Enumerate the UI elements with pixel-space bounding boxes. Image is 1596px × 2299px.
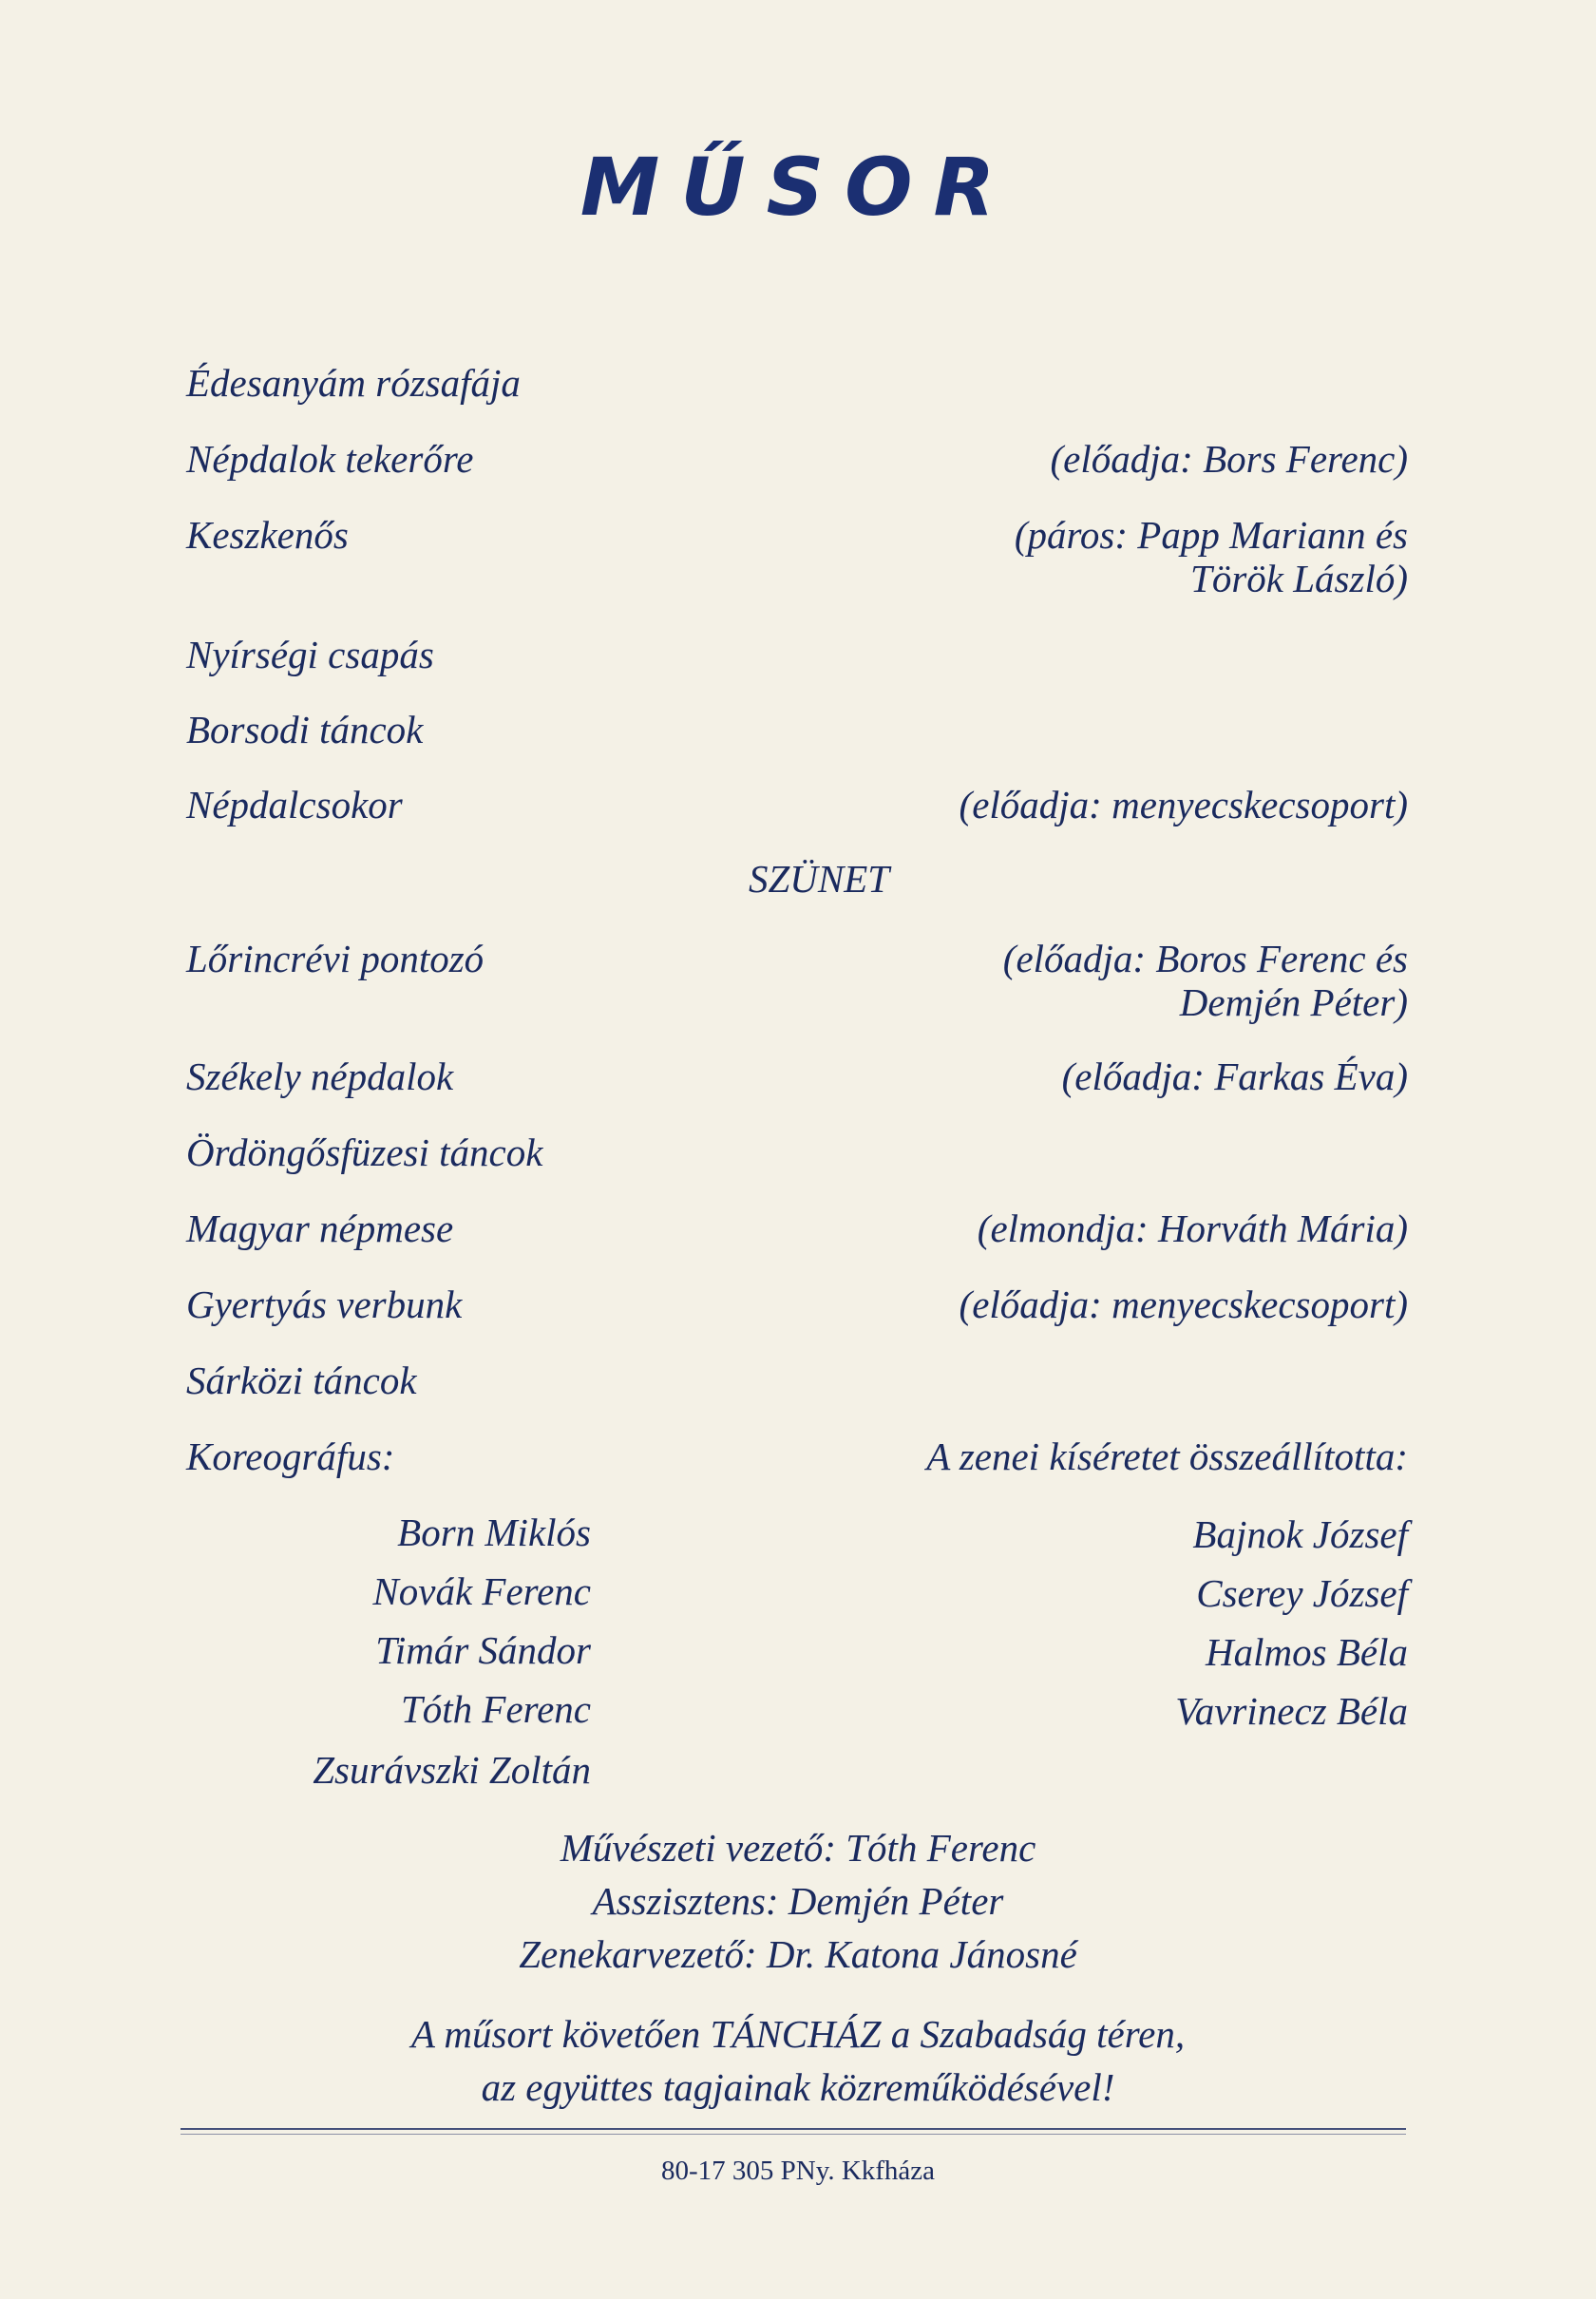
notice-line: A műsort követően TÁNCHÁZ a Szabadság téren, (410, 2012, 1186, 2056)
program-item-performer: (előadja: Boros Ferenc és (1002, 937, 1408, 980)
program-item-performer: Török László) (1190, 557, 1408, 600)
program-item-title: Sárközi táncok (186, 1358, 417, 1402)
notice-line: az együttes tagjainak közreműködésével! (481, 2065, 1115, 2109)
musician-name: Halmos Béla (1206, 1630, 1408, 1674)
page-title: MŰSOR (580, 141, 1016, 234)
choreographer-name: Novák Ferenc (372, 1569, 591, 1613)
musician-name: Vavrinecz Béla (1175, 1689, 1408, 1733)
program-item-performer: Demjén Péter) (1179, 980, 1408, 1024)
choreographers-label: Koreográfus: (186, 1434, 395, 1478)
program-item-title: Keszkenős (186, 513, 349, 557)
program-item-performer: (előadja: menyecskecsoport) (959, 783, 1408, 826)
program-item-title: Borsodi táncok (186, 708, 424, 751)
musician-name: Cserey József (1196, 1571, 1408, 1615)
program-item-title: Gyertyás verbunk (186, 1282, 463, 1326)
program-item-title: Magyar népmese (186, 1206, 454, 1250)
program-item-title: Ördöngősfüzesi táncok (186, 1130, 543, 1174)
music-label: A zenei kíséretet összeállította: (926, 1434, 1408, 1478)
program-item-title: Népdalok tekerőre (186, 437, 474, 481)
program-item-performer: (előadja: Farkas Éva) (1061, 1054, 1408, 1098)
credit-line: Művészeti vezető: Tóth Ferenc (560, 1826, 1036, 1870)
program-item-performer: (előadja: Bors Ferenc) (1050, 437, 1408, 481)
program-item-title: Lőrincrévi pontozó (186, 937, 484, 980)
choreographer-name: Zsurávszki Zoltán (313, 1748, 591, 1792)
program-item-performer: (elmondja: Horváth Mária) (977, 1206, 1408, 1250)
divider (180, 2134, 1406, 2135)
credit-line: Asszisztens: Demjén Péter (592, 1879, 1004, 1923)
program-item-title: Népdalcsokor (186, 783, 403, 826)
choreographer-name: Timár Sándor (375, 1628, 591, 1672)
printer-note: 80-17 305 PNy. Kkfháza (660, 2156, 936, 2186)
program-item-title: Székely népdalok (186, 1054, 454, 1098)
choreographer-name: Tóth Ferenc (400, 1687, 591, 1731)
intermission-label: SZÜNET (749, 857, 890, 901)
program-item-performer: (előadja: menyecskecsoport) (959, 1282, 1408, 1326)
divider (180, 2128, 1406, 2130)
choreographer-name: Born Miklós (397, 1510, 591, 1554)
credit-line: Zenekarvezető: Dr. Katona Jánosné (519, 1932, 1077, 1976)
musician-name: Bajnok József (1192, 1512, 1408, 1556)
program-item-title: Nyírségi csapás (186, 633, 434, 676)
program-item-performer: (páros: Papp Mariann és (1014, 513, 1408, 557)
program-item-title: Édesanyám rózsafája (186, 361, 521, 405)
